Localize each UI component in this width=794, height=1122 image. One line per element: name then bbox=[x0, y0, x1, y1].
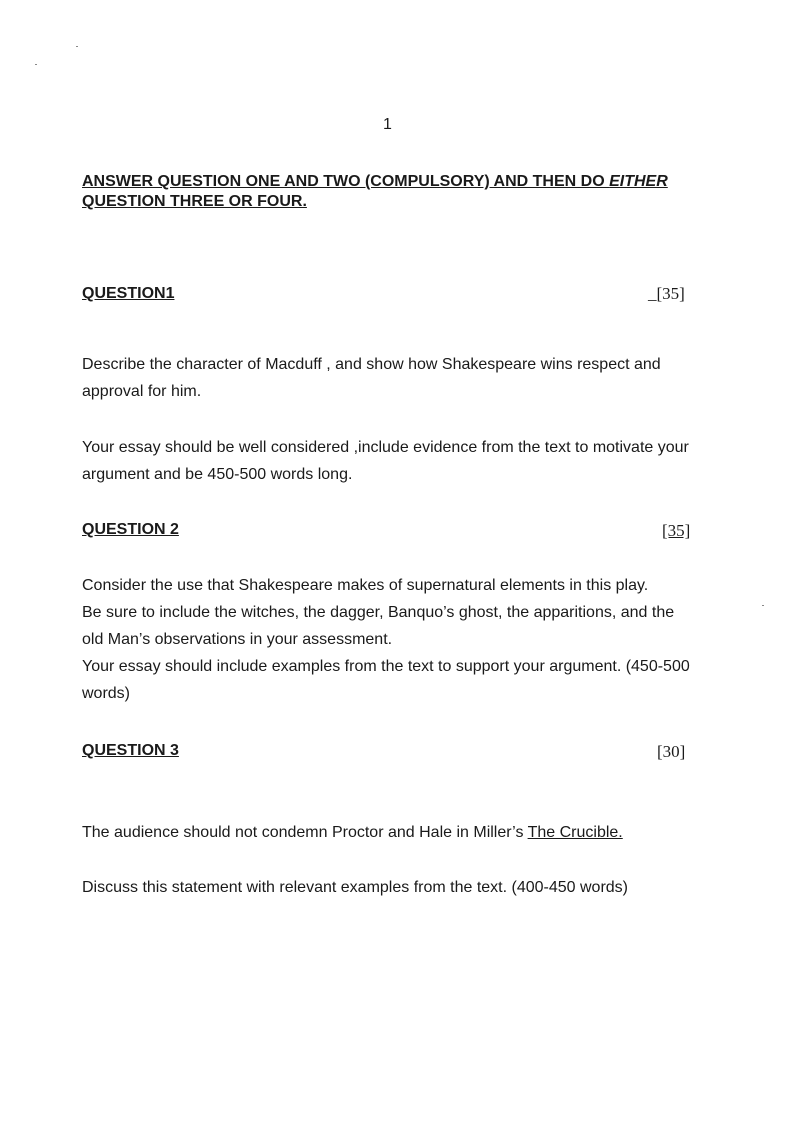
scan-speck bbox=[35, 64, 37, 65]
instructions-line1-prefix: ANSWER QUESTION ONE AND TWO (COMPULSORY) AND THEN DO bbox=[82, 173, 610, 190]
question-3-marks: [30] bbox=[657, 742, 686, 761]
question-1-marks bbox=[648, 284, 685, 304]
question-3-work-title: The Crucible. bbox=[527, 824, 623, 841]
instructions bbox=[82, 172, 668, 212]
question-2-line-1: Consider the use that Shakespeare makes of supernatural elements in this play. bbox=[82, 577, 649, 594]
question-2-marks: [35] bbox=[662, 521, 691, 540]
question-1-title: QUESTION1 bbox=[82, 285, 175, 302]
question-2-title: QUESTION 2 bbox=[82, 521, 179, 538]
question-1-marks-prefix: _ bbox=[648, 284, 657, 303]
question-2-line-3: Your essay should include examples from the text to support your argument. (450-500 words) bbox=[82, 658, 690, 702]
question-1-prompt: Describe the character of Macduff , and show how Shakespeare wins respect and approval for him. bbox=[82, 356, 661, 400]
question-1-requirements: Your essay should be well considered ,include evidence from the text to motivate your argument and be 450-500 words long. bbox=[82, 439, 689, 483]
question-1-marks-value: [35] bbox=[656, 284, 685, 303]
question-2-line-2: Be sure to include the witches, the dagger, Banquo’s ghost, the apparitions, and the old Man’s observations in your assessment. bbox=[82, 604, 675, 648]
instructions-line2: QUESTION THREE OR FOUR. bbox=[82, 193, 307, 210]
page-number: 1 bbox=[383, 116, 392, 133]
question-3-title: QUESTION 3 bbox=[82, 742, 179, 759]
scan-speck bbox=[76, 46, 78, 47]
scan-speck bbox=[762, 605, 764, 606]
instructions-emphasis: EITHER bbox=[609, 173, 668, 190]
question-3-statement-text: The audience should not condemn Proctor and Hale in Miller’s bbox=[82, 824, 528, 841]
question-3-discussion: Discuss this statement with relevant examples from the text. (400-450 words) bbox=[82, 879, 628, 896]
question-3-statement bbox=[82, 819, 702, 846]
